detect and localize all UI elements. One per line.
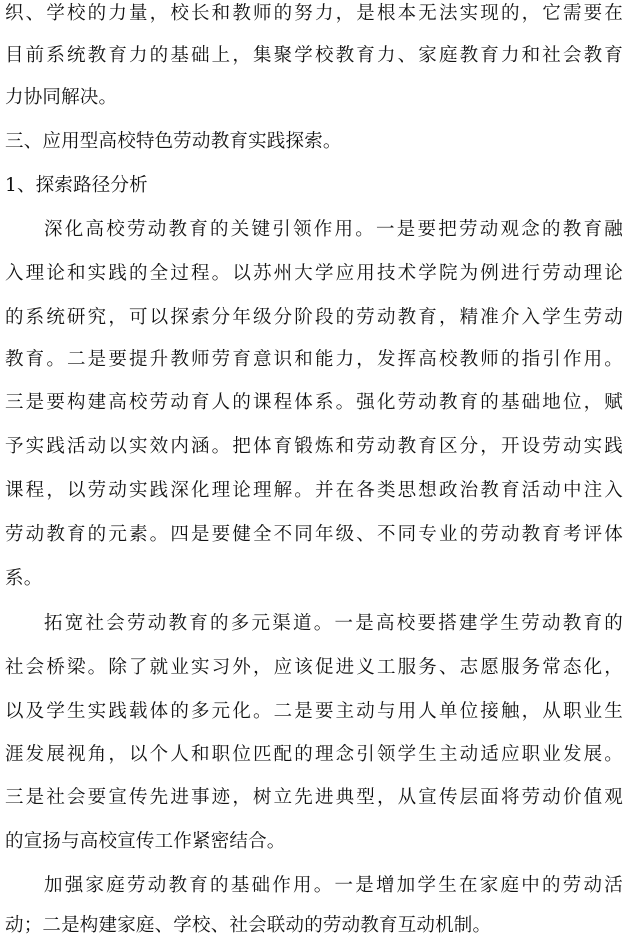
text-line: 动；二是构建家庭、学校、社会联动的劳动教育互动机制。 <box>5 915 492 936</box>
text-line: 织、学校的力量，校长和教师的努力，是根本无法实现的，它需要在 <box>5 3 623 24</box>
text-line: 力协同解决。 <box>5 87 118 108</box>
text-line: 社会桥梁。除了就业实习外，应该促进义工服务、志愿服务常态化， <box>5 657 623 678</box>
text-line: 以及学生实践载体的多元化。二是要主动与用人单位接触，从职业生 <box>5 701 623 722</box>
text-line: 加强家庭劳动教育的基础作用。一是增加学生在家庭中的劳动活 <box>44 875 623 896</box>
text-line: 的宣扬与高校宣传工作紧密结合。 <box>5 831 286 852</box>
text-line: 目前系统教育力的基础上，集聚学校教育力、家庭教育力和社会教育 <box>5 45 623 66</box>
text-line: 深化高校劳动教育的关键引领作用。一是要把劳动观念的教育融 <box>44 219 623 240</box>
text-line: 拓宽社会劳动教育的多元渠道。一是高校要搭建学生劳动教育的 <box>44 613 623 634</box>
text-line: 涯发展视角，以个人和职位匹配的理念引领学生主动适应职业发展。 <box>5 744 623 765</box>
text-line: 的系统研究，可以探索分年级分阶段的劳动教育，精准介入学生劳动 <box>5 307 623 328</box>
text-line: 系。 <box>5 568 43 589</box>
text-line: 劳动教育的元素。四是要健全不同年级、不同专业的劳动教育考评体 <box>5 524 623 545</box>
text-line: 课程，以劳动实践深化理论理解。并在各类思想政治教育活动中注入 <box>5 480 623 501</box>
text-line: 三是社会要宣传先进事迹，树立先进典型，从宣传层面将劳动价值观 <box>5 787 623 808</box>
section-heading: 三、应用型高校特色劳动教育实践探索。 <box>5 131 342 152</box>
text-line: 教育。二是要提升教师劳育意识和能力，发挥高校教师的指引作用。 <box>5 349 623 370</box>
text-line: 予实践活动以实效内涵。把体育锻炼和劳动教育区分，开设劳动实践 <box>5 436 623 457</box>
subsection-heading: 1、探索路径分析 <box>5 175 148 196</box>
text-line: 入理论和实践的全过程。以苏州大学应用技术学院为例进行劳动理论 <box>5 263 623 284</box>
text-line: 三是要构建高校劳动育人的课程体系。强化劳动教育的基础地位，赋 <box>5 392 623 413</box>
